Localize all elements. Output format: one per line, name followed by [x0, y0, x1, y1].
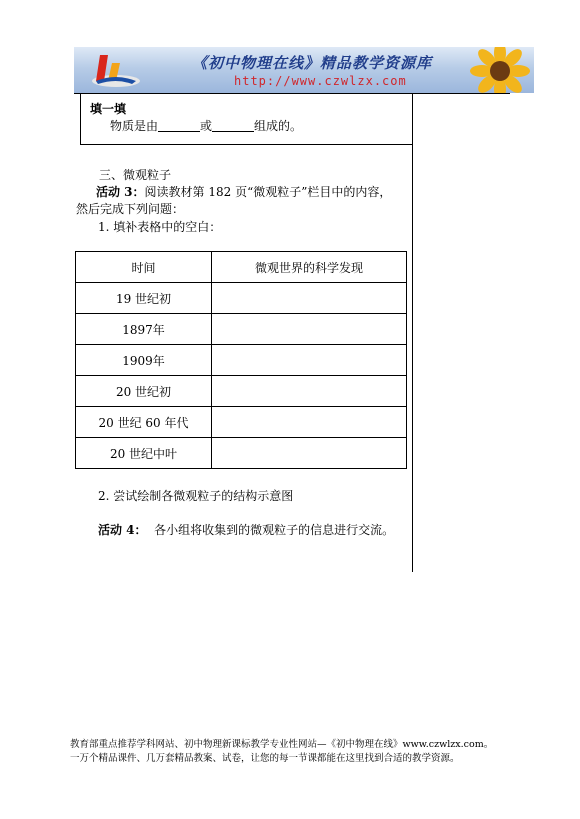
table-row [76, 345, 407, 376]
blank-1[interactable] [158, 119, 200, 132]
footer-line-2: 一万个精品课件、几万套精品教案、试卷，让您的每一节课都能在这里找到合适的教学资源。 [70, 753, 460, 764]
table-row [76, 314, 407, 345]
activity4 [98, 522, 394, 538]
table-header-row [76, 252, 407, 283]
sunflower-icon [460, 47, 530, 93]
banner-url[interactable]: http://www.czwlzx.com [234, 74, 407, 88]
discovery-table [75, 251, 407, 469]
activity3-text: 阅读教材第 182 页“微观粒子”栏目中的内容， [144, 185, 392, 199]
cell-time: 20 世纪 60 年代 [76, 407, 212, 438]
cell-time: 1909年 [76, 345, 212, 376]
cell-time: 1897年 [76, 314, 212, 345]
banner-title: 《初中物理在线》精品教学资源库 [192, 54, 433, 72]
cell-time: 19 世纪初 [76, 283, 212, 314]
question-2: 2. 尝试绘制各微观粒子的结构示意图 [98, 489, 294, 503]
page-right-border [412, 94, 413, 572]
table-row [76, 438, 407, 469]
cell-time: 20 世纪初 [76, 376, 212, 407]
fill-sentence-end: 组成的。 [254, 119, 303, 133]
table-row [76, 283, 407, 314]
fill-sentence-start: 物质是由 [110, 119, 159, 133]
cell-discovery[interactable] [212, 438, 407, 469]
header-discovery: 微观世界的科学发现 [212, 252, 407, 283]
footer-line-1: 教育部重点推荐学科网站、初中物理新课标教学专业性网站—《初中物理在线》www.czwlzx.com。 [70, 739, 494, 750]
section-title: 三、微观粒子 [99, 168, 172, 182]
activity3 [96, 184, 391, 200]
cell-time: 20 世纪中叶 [76, 438, 212, 469]
cell-discovery[interactable] [212, 283, 407, 314]
activity4-label: 活动 4： [98, 523, 147, 537]
question-1: 1. 填补表格中的空白： [98, 220, 222, 234]
fill-sentence-mid: 或 [200, 119, 213, 133]
blank-2[interactable] [212, 119, 254, 132]
cell-discovery[interactable] [212, 345, 407, 376]
cell-discovery[interactable] [212, 376, 407, 407]
activity4-text: 各小组将收集到的微观粒子的信息进行交流。 [154, 523, 395, 537]
fill-sentence [110, 118, 302, 134]
site-logo-icon [86, 51, 144, 89]
table-row [76, 407, 407, 438]
cell-discovery[interactable] [212, 407, 407, 438]
table-row [76, 376, 407, 407]
activity3-label: 活动 3： [96, 185, 145, 199]
header-time: 时间 [76, 252, 212, 283]
header-banner [74, 47, 534, 93]
activity3-text-2: 然后完成下列问题： [76, 202, 185, 216]
page-footer [70, 738, 493, 766]
fill-heading: 填一填 [90, 102, 127, 116]
cell-discovery[interactable] [212, 314, 407, 345]
